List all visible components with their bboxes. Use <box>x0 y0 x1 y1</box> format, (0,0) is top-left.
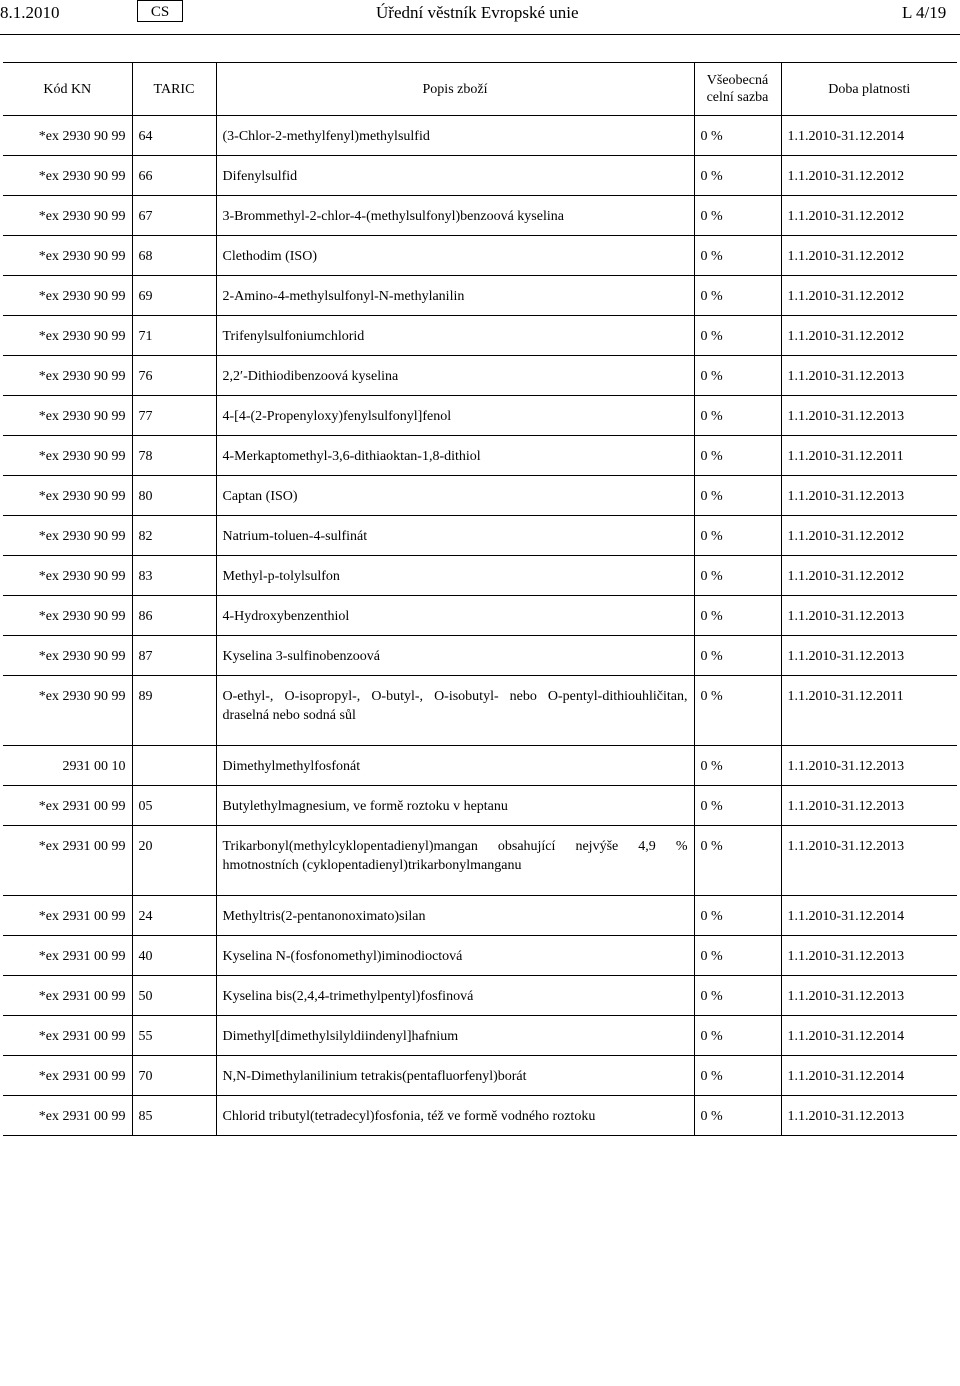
description-cell: 2-Amino-4-methylsulfonyl-N-methylanilin <box>216 276 694 316</box>
taric-code-cell: 76 <box>132 356 216 396</box>
taric-code-cell: 83 <box>132 556 216 596</box>
table-row <box>3 196 957 236</box>
table-row <box>3 116 957 156</box>
cn-code-cell: *ex 2930 90 99 <box>3 236 132 276</box>
taric-code-cell: 64 <box>132 116 216 156</box>
duty-rate-cell: 0 % <box>694 196 781 236</box>
taric-code-cell: 82 <box>132 516 216 556</box>
taric-code-cell: 89 <box>132 676 216 746</box>
table-row <box>3 896 957 936</box>
table-row <box>3 746 957 786</box>
publication-date: 8.1.2010 <box>0 3 60 22</box>
duty-rate-cell: 0 % <box>694 236 781 276</box>
cn-code-cell: *ex 2930 90 99 <box>3 196 132 236</box>
taric-code-cell: 40 <box>132 936 216 976</box>
validity-cell: 1.1.2010-31.12.2013 <box>781 826 957 896</box>
taric-code-cell: 66 <box>132 156 216 196</box>
validity-cell: 1.1.2010-31.12.2013 <box>781 476 957 516</box>
description-cell: Clethodim (ISO) <box>216 236 694 276</box>
description-cell: Butylethylmagnesium, ve formě roztoku v heptanu <box>216 786 694 826</box>
page-header <box>0 0 960 30</box>
page-reference: L 4/19 <box>902 3 947 22</box>
description-cell: 4-[4-(2-Propenyloxy)fenylsulfonyl]fenol <box>216 396 694 436</box>
validity-cell: 1.1.2010-31.12.2014 <box>781 1056 957 1096</box>
cn-code-cell: *ex 2930 90 99 <box>3 516 132 556</box>
cn-code-cell: *ex 2930 90 99 <box>3 396 132 436</box>
duty-rate-cell: 0 % <box>694 276 781 316</box>
taric-code-cell <box>132 746 216 786</box>
description-cell: O-ethyl-, O-isopropyl-, O-butyl-, O-isobutyl- nebo O-pentyl-dithiouhličitan, draselná nebo sodná sůl <box>216 676 694 746</box>
validity-cell: 1.1.2010-31.12.2014 <box>781 116 957 156</box>
taric-code-cell: 77 <box>132 396 216 436</box>
validity-cell: 1.1.2010-31.12.2012 <box>781 196 957 236</box>
table-row <box>3 596 957 636</box>
taric-code-cell: 78 <box>132 436 216 476</box>
taric-code-cell: 20 <box>132 826 216 896</box>
table-row <box>3 236 957 276</box>
tariff-table <box>3 62 957 1136</box>
duty-rate-cell: 0 % <box>694 596 781 636</box>
validity-cell: 1.1.2010-31.12.2014 <box>781 1016 957 1056</box>
duty-rate-cell: 0 % <box>694 356 781 396</box>
table-row <box>3 936 957 976</box>
taric-code-cell: 68 <box>132 236 216 276</box>
taric-code-cell: 87 <box>132 636 216 676</box>
cn-code-cell: *ex 2931 00 99 <box>3 826 132 896</box>
validity-cell: 1.1.2010-31.12.2013 <box>781 786 957 826</box>
taric-code-cell: 24 <box>132 896 216 936</box>
language-badge: CS <box>137 0 183 22</box>
description-cell: Methyl-p-tolylsulfon <box>216 556 694 596</box>
duty-rate-cell: 0 % <box>694 936 781 976</box>
table-header-row <box>3 63 957 116</box>
cn-code-cell: *ex 2930 90 99 <box>3 156 132 196</box>
description-cell: Captan (ISO) <box>216 476 694 516</box>
table-row <box>3 316 957 356</box>
validity-cell: 1.1.2010-31.12.2013 <box>781 356 957 396</box>
description-cell: Trifenylsulfoniumchlorid <box>216 316 694 356</box>
validity-cell: 1.1.2010-31.12.2013 <box>781 396 957 436</box>
description-cell: Dimethylmethylfosfonát <box>216 746 694 786</box>
duty-rate-cell: 0 % <box>694 826 781 896</box>
duty-rate-cell: 0 % <box>694 786 781 826</box>
cn-code-cell: *ex 2930 90 99 <box>3 596 132 636</box>
cn-code-cell: *ex 2931 00 99 <box>3 1096 132 1136</box>
duty-rate-cell: 0 % <box>694 556 781 596</box>
taric-code-cell: 67 <box>132 196 216 236</box>
table-row <box>3 556 957 596</box>
validity-cell: 1.1.2010-31.12.2013 <box>781 746 957 786</box>
table-row <box>3 276 957 316</box>
duty-rate-cell: 0 % <box>694 116 781 156</box>
description-cell: Kyselina 3-sulfinobenzoová <box>216 636 694 676</box>
duty-rate-cell: 0 % <box>694 976 781 1016</box>
cn-code-cell: *ex 2930 90 99 <box>3 356 132 396</box>
cn-code-cell: *ex 2931 00 99 <box>3 896 132 936</box>
duty-rate-cell: 0 % <box>694 1056 781 1096</box>
column-header-sazba: Všeobecná celní sazba <box>694 63 781 116</box>
cn-code-cell: *ex 2931 00 99 <box>3 1016 132 1056</box>
description-cell: Trikarbonyl(methylcyklopentadienyl)mangan obsahující nejvýše 4,9 % hmotnostních (cyklopentadienyl)trikarbonylmanganu <box>216 826 694 896</box>
validity-cell: 1.1.2010-31.12.2012 <box>781 236 957 276</box>
duty-rate-cell: 0 % <box>694 436 781 476</box>
description-cell: 4-Hydroxybenzenthiol <box>216 596 694 636</box>
table-row <box>3 786 957 826</box>
table-row <box>3 356 957 396</box>
cn-code-cell: *ex 2931 00 99 <box>3 1056 132 1096</box>
validity-cell: 1.1.2010-31.12.2014 <box>781 896 957 936</box>
table-row <box>3 516 957 556</box>
description-cell: Kyselina bis(2,4,4-trimethylpentyl)fosfinová <box>216 976 694 1016</box>
description-cell: Chlorid tributyl(tetradecyl)fosfonia, též ve formě vodného roztoku <box>216 1096 694 1136</box>
table-row <box>3 976 957 1016</box>
table-row <box>3 676 957 746</box>
duty-rate-cell: 0 % <box>694 476 781 516</box>
table-row <box>3 156 957 196</box>
duty-rate-cell: 0 % <box>694 1016 781 1056</box>
taric-code-cell: 50 <box>132 976 216 1016</box>
validity-cell: 1.1.2010-31.12.2012 <box>781 156 957 196</box>
journal-title: Úřední věstník Evropské unie <box>376 3 579 22</box>
cn-code-cell: *ex 2931 00 99 <box>3 786 132 826</box>
duty-rate-cell: 0 % <box>694 156 781 196</box>
validity-cell: 1.1.2010-31.12.2013 <box>781 976 957 1016</box>
cn-code-cell: *ex 2930 90 99 <box>3 276 132 316</box>
validity-cell: 1.1.2010-31.12.2011 <box>781 676 957 746</box>
description-cell: 2,2′-Dithiodibenzoová kyselina <box>216 356 694 396</box>
duty-rate-cell: 0 % <box>694 316 781 356</box>
cn-code-cell: *ex 2930 90 99 <box>3 436 132 476</box>
cn-code-cell: *ex 2930 90 99 <box>3 676 132 746</box>
taric-code-cell: 85 <box>132 1096 216 1136</box>
cn-code-cell: *ex 2930 90 99 <box>3 316 132 356</box>
description-cell: (3-Chlor-2-methylfenyl)methylsulfid <box>216 116 694 156</box>
description-cell: Kyselina N-(fosfonomethyl)iminodioctová <box>216 936 694 976</box>
duty-rate-cell: 0 % <box>694 516 781 556</box>
taric-code-cell: 80 <box>132 476 216 516</box>
column-header-kod-kn: Kód KN <box>3 63 132 116</box>
taric-code-cell: 05 <box>132 786 216 826</box>
cn-code-cell: *ex 2930 90 99 <box>3 476 132 516</box>
duty-rate-cell: 0 % <box>694 676 781 746</box>
table-row <box>3 826 957 896</box>
duty-rate-cell: 0 % <box>694 746 781 786</box>
cn-code-cell: 2931 00 10 <box>3 746 132 786</box>
validity-cell: 1.1.2010-31.12.2013 <box>781 1096 957 1136</box>
table-row <box>3 1056 957 1096</box>
duty-rate-cell: 0 % <box>694 396 781 436</box>
duty-rate-cell: 0 % <box>694 896 781 936</box>
taric-code-cell: 70 <box>132 1056 216 1096</box>
validity-cell: 1.1.2010-31.12.2013 <box>781 596 957 636</box>
validity-cell: 1.1.2010-31.12.2012 <box>781 556 957 596</box>
validity-cell: 1.1.2010-31.12.2012 <box>781 516 957 556</box>
description-cell: N,N-Dimethylanilinium tetrakis(pentafluorfenyl)borát <box>216 1056 694 1096</box>
description-cell: Natrium-toluen-4-sulfinát <box>216 516 694 556</box>
cn-code-cell: *ex 2930 90 99 <box>3 636 132 676</box>
table-body <box>3 116 957 1136</box>
taric-code-cell: 69 <box>132 276 216 316</box>
header-rule <box>0 34 960 35</box>
duty-rate-cell: 0 % <box>694 636 781 676</box>
table-row <box>3 1016 957 1056</box>
table-row <box>3 396 957 436</box>
validity-cell: 1.1.2010-31.12.2011 <box>781 436 957 476</box>
taric-code-cell: 55 <box>132 1016 216 1056</box>
table-row <box>3 436 957 476</box>
description-cell: Difenylsulfid <box>216 156 694 196</box>
description-cell: 4-Merkaptomethyl-3,6-dithiaoktan-1,8-dithiol <box>216 436 694 476</box>
duty-rate-cell: 0 % <box>694 1096 781 1136</box>
description-cell: Methyltris(2-pentanonoximato)silan <box>216 896 694 936</box>
table-row <box>3 1096 957 1136</box>
taric-code-cell: 71 <box>132 316 216 356</box>
description-cell: 3-Brommethyl-2-chlor-4-(methylsulfonyl)benzoová kyselina <box>216 196 694 236</box>
cn-code-cell: *ex 2930 90 99 <box>3 556 132 596</box>
validity-cell: 1.1.2010-31.12.2012 <box>781 276 957 316</box>
validity-cell: 1.1.2010-31.12.2013 <box>781 636 957 676</box>
validity-cell: 1.1.2010-31.12.2013 <box>781 936 957 976</box>
cn-code-cell: *ex 2930 90 99 <box>3 116 132 156</box>
description-cell: Dimethyl[dimethylsilyldiindenyl]hafnium <box>216 1016 694 1056</box>
cn-code-cell: *ex 2931 00 99 <box>3 936 132 976</box>
column-header-platnost: Doba platnosti <box>781 63 957 116</box>
column-header-taric: TARIC <box>132 63 216 116</box>
column-header-popis: Popis zboží <box>216 63 694 116</box>
cn-code-cell: *ex 2931 00 99 <box>3 976 132 1016</box>
taric-code-cell: 86 <box>132 596 216 636</box>
table-row <box>3 476 957 516</box>
validity-cell: 1.1.2010-31.12.2012 <box>781 316 957 356</box>
table-row <box>3 636 957 676</box>
